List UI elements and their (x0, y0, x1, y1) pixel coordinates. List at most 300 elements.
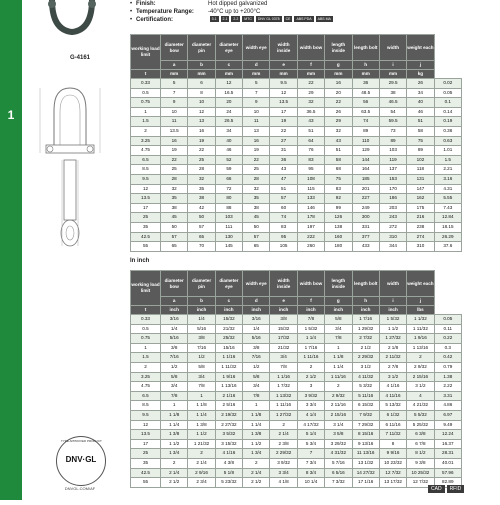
table-cell: 2 (131, 126, 161, 136)
table-cell: 64 (297, 136, 324, 146)
table-cell: 3 5/32 (215, 430, 242, 440)
column-header: width bow (297, 271, 324, 297)
table-cell: 1 11/16 (270, 401, 297, 411)
table-cell: 3/4 (243, 382, 270, 392)
table-cell: 17 (131, 439, 161, 449)
spec-finish: • Finish: Hot dipped galvanized (130, 1, 268, 7)
spec-list (130, 0, 490, 24)
table-cell: 12 7/32 (407, 478, 434, 488)
table-cell: 12 (215, 79, 242, 89)
table-cell: 25 (161, 165, 188, 175)
table-cell: 130 (215, 232, 242, 242)
table-cell: 160 (325, 232, 352, 242)
column-unit: inch (243, 306, 270, 315)
table-cell: 6 15/32 (352, 401, 379, 411)
table-cell: 20 (325, 88, 352, 98)
table-row (131, 430, 462, 440)
table-cell: 3.25 (131, 372, 161, 382)
table-cell: 144 (352, 155, 379, 165)
column-unit: mm (270, 70, 297, 79)
table-cell: 20 (215, 98, 242, 108)
column-unit: mm (188, 70, 215, 79)
shackle-illustrations (22, 0, 130, 500)
table-row (131, 458, 462, 468)
column-unit: inch (215, 306, 242, 315)
table-cell: 12.84 (434, 213, 461, 223)
table-cell: 13 (243, 126, 270, 136)
table-cell: 110 (352, 136, 379, 146)
table-row (131, 88, 462, 98)
table-cell: 272 (379, 222, 406, 232)
table-cell: 43 (297, 117, 324, 127)
table-cell: 89 (407, 146, 434, 156)
table-cell: 3/8 (188, 334, 215, 344)
badge-name: DNV·GL (65, 455, 97, 464)
table-cell: 73 (379, 126, 406, 136)
table-cell: 14 27/32 (352, 468, 379, 478)
table-cell: 1/4 (188, 315, 215, 325)
table-cell: 4 1/4 (297, 410, 324, 420)
cert-badge: ABS MA (317, 17, 331, 22)
table-cell: 50 (161, 222, 188, 232)
table-cell: 8 15/16 (352, 430, 379, 440)
table-cell: 16 (188, 126, 215, 136)
column-unit: mm (325, 70, 352, 79)
table-cell: 59.5 (379, 117, 406, 127)
table-row (131, 126, 462, 136)
table-cell: 8 (188, 88, 215, 98)
table-row (131, 478, 462, 488)
table-cell: 0.79 (434, 362, 461, 372)
table-cell: 1/4 (243, 324, 270, 334)
table-cell: 2 1/4 (243, 468, 270, 478)
table-cell: 60 (270, 203, 297, 213)
table-cell: 57 (161, 232, 188, 242)
column-letter: a (161, 61, 188, 70)
table-row (131, 315, 462, 325)
column-header: width inside (270, 271, 297, 297)
table-cell: 0.33 (131, 315, 161, 325)
table-cell: 5 25/32 (407, 420, 434, 430)
table-cell: 7 29/32 (352, 420, 379, 430)
table-cell: 1 (188, 391, 215, 401)
column-header: diameter pin (188, 35, 215, 61)
table-cell: 19 (270, 117, 297, 127)
table-cell: 3 29/32 (325, 439, 352, 449)
table-cell: 89 (379, 136, 406, 146)
table-cell: 5/8 (325, 315, 352, 325)
table-cell: 34 (407, 88, 434, 98)
table-cell: 22 (325, 98, 352, 108)
table-cell: 5/8 (243, 372, 270, 382)
table-cell: 12 (270, 88, 297, 98)
table-cell: 82.89 (434, 478, 461, 488)
table-cell: 42.5 (131, 468, 161, 478)
table-cell: 35 (131, 458, 161, 468)
table-cell: 162 (407, 194, 434, 204)
table-cell: 2.22 (434, 382, 461, 392)
column-letter: i (379, 297, 406, 306)
table-cell: 38 (243, 203, 270, 213)
table-cell: 13.5 (131, 194, 161, 204)
table-cell: 9 9/16 (379, 449, 406, 459)
table-cell: 1 9/16 (215, 372, 242, 382)
table-cell: 0.1 (434, 98, 461, 108)
table-cell: 28 (161, 174, 188, 184)
table-cell: 103 (215, 213, 242, 223)
table-cell: 46.5 (379, 98, 406, 108)
column-letter: h (352, 297, 379, 306)
table-cell: 2 1/2 (297, 372, 324, 382)
table-cell: 3 1/2 (352, 362, 379, 372)
table-cell: 137 (379, 165, 406, 175)
table-cell: 0.5 (131, 324, 161, 334)
table-cell: 22 (270, 126, 297, 136)
table-cell: 260 (297, 242, 324, 252)
table-cell: 4.86 (434, 401, 461, 411)
table-cell: 197 (297, 222, 324, 232)
table-cell: 433 (352, 242, 379, 252)
table-cell: 2 (131, 362, 161, 372)
table-cell: 7/16 (188, 343, 215, 353)
table-cell: 1 3/8 (188, 420, 215, 430)
table-cell: 1 5/32 (379, 315, 406, 325)
column-letter: c (215, 61, 242, 70)
column-unit: mm (297, 70, 324, 79)
table-cell: 51 (297, 126, 324, 136)
table-cell: 1 (131, 107, 161, 117)
table-cell: 3 3/4 (297, 401, 324, 411)
table-cell: 16.5 (215, 88, 242, 98)
table-cell: 13.5 (270, 98, 297, 108)
table-cell: 1 1/2 (161, 439, 188, 449)
table-cell: 1 1/32 (407, 315, 434, 325)
table-cell: 1 3/8 (161, 430, 188, 440)
table-cell: 3/16 (243, 315, 270, 325)
table-cell: 3.25 (131, 136, 161, 146)
cert-badge: 2.2 (233, 17, 239, 22)
table-cell: 243 (379, 213, 406, 223)
column-unit: inch (297, 306, 324, 315)
column-header: diameter eye (215, 35, 242, 61)
table-cell: 5/16 (161, 334, 188, 344)
table-cell: 2 11/16 (325, 401, 352, 411)
table-row (131, 117, 462, 127)
table-cell: 7/16 (243, 353, 270, 363)
table-row (131, 98, 462, 108)
table-cell: 32 (188, 174, 215, 184)
table-cell: 111 (215, 222, 242, 232)
table-cell: 13 1/32 (352, 458, 379, 468)
table-cell: 3.16 (434, 174, 461, 184)
table-cell: 310 (407, 242, 434, 252)
table-cell: 68 (325, 165, 352, 175)
table-cell: 8 3/4 (297, 468, 324, 478)
table-cell: 32 (243, 184, 270, 194)
table-row (131, 184, 462, 194)
table-cell: 1.5 (131, 117, 161, 127)
metric-table (130, 34, 462, 252)
table-cell: 126 (325, 213, 352, 223)
table-cell: 59 (215, 165, 242, 175)
table-cell: 7/8 (297, 315, 324, 325)
table-cell: 274 (407, 232, 434, 242)
table-cell: 45 (243, 213, 270, 223)
table-cell: 88 (215, 203, 242, 213)
table-cell: 27 (270, 136, 297, 146)
table-cell: 5 11/16 (352, 391, 379, 401)
table-cell: 80 (215, 194, 242, 204)
product-model: G-4161 (70, 55, 91, 61)
table-cell: 29 (297, 88, 324, 98)
table-cell: 6.5 (131, 391, 161, 401)
column-letter: g (325, 61, 352, 70)
table-cell: 1 1/2 (188, 430, 215, 440)
table-cell: 4 31/32 (325, 449, 352, 459)
table-cell: 1 (325, 343, 352, 353)
table-cell: 108 (297, 174, 324, 184)
table-cell: 40 (215, 136, 242, 146)
table-cell: 12 (188, 107, 215, 117)
table-cell: 3 9/32 (297, 391, 324, 401)
table-cell: 1 5/32 (297, 324, 324, 334)
table-cell: 66 (215, 174, 242, 184)
table-cell: 3 9/32 (270, 458, 297, 468)
table-cell: 5/8 (188, 362, 215, 372)
cad-tag[interactable]: CAD (428, 485, 445, 493)
table-cell: 0.75 (131, 98, 161, 108)
table-cell: 1 7/16 (297, 343, 324, 353)
table-cell: 10 25/32 (407, 468, 434, 478)
column-letter: d (243, 297, 270, 306)
table-row (131, 391, 462, 401)
table-cell: 5 3/4 (297, 439, 324, 449)
table-cell: 89 (352, 126, 379, 136)
table-cell: 28.31 (434, 449, 461, 459)
table-cell: 203 (379, 203, 406, 213)
table-cell: 4.31 (434, 184, 461, 194)
table-cell: 46 (215, 146, 242, 156)
table-row (131, 449, 462, 459)
table-cell: 7/8 (243, 391, 270, 401)
table-row (131, 372, 462, 382)
table-row (131, 334, 462, 344)
table-cell: 1 3/8 (243, 430, 270, 440)
table-cell: 178 (297, 213, 324, 223)
table-cell: 16 (243, 136, 270, 146)
table-cell: 0.02 (434, 79, 461, 89)
table-cell: 5 1/8 (215, 468, 242, 478)
table-cell: 201 (352, 184, 379, 194)
table-cell: 7/8 (161, 391, 188, 401)
table-cell: 43 (270, 165, 297, 175)
table-cell: 2 (407, 353, 434, 363)
table-cell: 2 11/32 (379, 353, 406, 363)
table-cell: 22 (188, 146, 215, 156)
table-cell: 13.5 (161, 126, 188, 136)
table-cell: 58 (325, 155, 352, 165)
table-cell: 92 (325, 194, 352, 204)
table-cell: 1 9/16 (407, 334, 434, 344)
table-cell: 26 (325, 107, 352, 117)
table-cell: 2 1/8 (379, 343, 406, 353)
cert-badge: 3.1 (211, 17, 217, 22)
chapter-number: 1 (7, 108, 15, 122)
column-header: length bolt (352, 271, 379, 297)
table-cell: 1.5 (131, 353, 161, 363)
table-cell: 8.5 (131, 401, 161, 411)
table-cell: 29.5 (379, 79, 406, 89)
table-cell: 7 (243, 88, 270, 98)
table-cell: 12 (131, 184, 161, 194)
table-cell: 2 (325, 382, 352, 392)
table-cell: 75 (325, 174, 352, 184)
table-cell: 9 13/16 (352, 439, 379, 449)
table-cell: 9 (243, 98, 270, 108)
table-row (131, 468, 462, 478)
table-cell: 6 1/32 (379, 410, 406, 420)
table-cell: 1 11/16 (325, 372, 352, 382)
table-cell: 35 (188, 184, 215, 194)
column-letter: j (407, 61, 434, 70)
table-cell: 40 (407, 98, 434, 108)
table-cell: 1/2 (243, 362, 270, 372)
table-cell: 7 9/32 (352, 410, 379, 420)
table-cell: 32 (297, 98, 324, 108)
cert-badge: MTC (244, 17, 252, 22)
table-cell: 2 9/16 (188, 468, 215, 478)
table-cell: 74 (270, 213, 297, 223)
column-header: width (379, 35, 406, 61)
table-cell: 26.5 (215, 117, 242, 127)
table-cell: 35 (161, 194, 188, 204)
table-cell: 5 23/32 (215, 478, 242, 488)
column-letter: a (161, 297, 188, 306)
table-cell: 175 (407, 203, 434, 213)
table-cell: 7 (297, 449, 324, 459)
column-letter: b (188, 61, 215, 70)
column-header: length bolt (352, 35, 379, 61)
table-cell: 7.43 (434, 203, 461, 213)
table-cell: 18.15 (434, 222, 461, 232)
table-cell: 2 19/32 (215, 410, 242, 420)
table-cell: 238 (407, 222, 434, 232)
table-cell: 2 (270, 420, 297, 430)
table-cell: 3/4 (161, 382, 188, 392)
inch-table (130, 270, 462, 488)
column-unit: t (131, 70, 161, 79)
column-header: width bow (297, 35, 324, 61)
table-cell: 2 7/8 (379, 362, 406, 372)
table-cell: 2 29/32 (270, 449, 297, 459)
table-cell: 7 3/32 (325, 478, 352, 488)
table-cell: 25 (131, 213, 161, 223)
table-cell: 2 9/32 (325, 391, 352, 401)
cert-badge: DNV GL 0378 (257, 17, 280, 22)
table-row (131, 401, 462, 411)
table-cell: 3 5/8 (325, 430, 352, 440)
table-cell: 5 (243, 79, 270, 89)
column-header: working load limit (131, 35, 161, 70)
table-cell: 11 (243, 117, 270, 127)
table-cell: 2 (188, 449, 215, 459)
table-cell: 10 1/4 (297, 478, 324, 488)
table-cell: 28 (243, 174, 270, 184)
table-cell: 1 13/16 (407, 343, 434, 353)
table-cell: 1 27/32 (379, 334, 406, 344)
table-cell: 10 23/32 (379, 458, 406, 468)
table-cell: 1 (131, 343, 161, 353)
table-cell: 46 (407, 107, 434, 117)
table-cell: 0.19 (434, 117, 461, 127)
table-cell: 1 1/8 (188, 401, 215, 411)
table-cell: 1 1/4 (243, 420, 270, 430)
table-cell: 310 (379, 232, 406, 242)
rfid-tag[interactable]: RFID (447, 485, 465, 493)
table-cell: 1 1/4 (297, 334, 324, 344)
column-unit: inch (352, 306, 379, 315)
table-cell: 9.5 (131, 174, 161, 184)
cert-badge: ABS PDA (296, 17, 312, 22)
table-cell: 83 (297, 155, 324, 165)
table-cell: 3/8 (161, 343, 188, 353)
green-sidebar (0, 0, 22, 500)
table-cell: 22 (243, 155, 270, 165)
table-cell: 377 (352, 232, 379, 242)
table-cell: 36 (270, 155, 297, 165)
table-cell: 10 (243, 107, 270, 117)
table-cell: 5/16 (243, 334, 270, 344)
table-row (131, 174, 462, 184)
table-cell: 7 (161, 88, 188, 98)
column-letter: j (407, 297, 434, 306)
column-header: diameter eye (215, 271, 242, 297)
table-row (131, 155, 462, 165)
table-cell: 1 (243, 401, 270, 411)
table-cell: 216 (407, 213, 434, 223)
table-cell: 24 (215, 107, 242, 117)
table-cell: 6 3/8 (407, 430, 434, 440)
column-unit: lbs (407, 306, 434, 315)
column-letter: d (243, 61, 270, 70)
column-letter: f (297, 61, 324, 70)
table-cell: 28 (188, 165, 215, 175)
table-cell: 1 1/4 (325, 362, 352, 372)
table-cell: 1 1/4 (188, 410, 215, 420)
column-unit: mm (215, 70, 242, 79)
table-cell: 57 (188, 222, 215, 232)
table-cell: 145 (215, 242, 242, 252)
table-cell: 1 7/16 (352, 315, 379, 325)
table-cell: 42.5 (131, 232, 161, 242)
table-cell: 2 27/32 (215, 420, 242, 430)
table-cell: 2 (161, 458, 188, 468)
table-cell: 5 1/4 (297, 430, 324, 440)
table-cell: 7 11/32 (379, 430, 406, 440)
table-cell: 3/8 (243, 343, 270, 353)
table-cell: 15/32 (270, 324, 297, 334)
table-cell: 3 3/4 (270, 468, 297, 478)
table-cell: 6 (188, 79, 215, 89)
table-cell: 13.5 (131, 430, 161, 440)
table-cell: 16 (161, 136, 188, 146)
table-cell: 9.49 (434, 420, 461, 430)
column-unit: inch (325, 306, 352, 315)
table-cell: 0.63 (434, 136, 461, 146)
table-cell: 0.33 (131, 79, 161, 89)
table-cell: 6.5 (131, 155, 161, 165)
table-cell: 4 3/8 (215, 458, 242, 468)
